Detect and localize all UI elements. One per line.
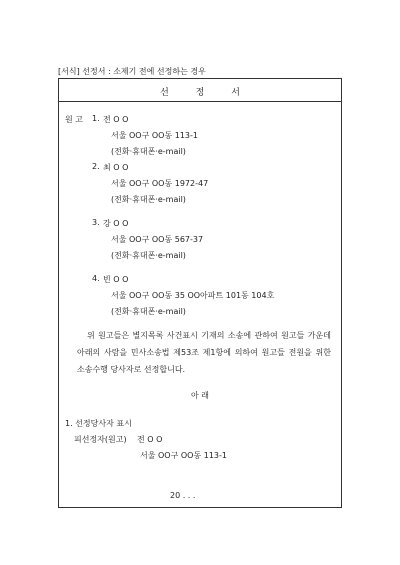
plaintiff-2-address: 서울 OO구 OO동 1972-47 — [111, 179, 209, 188]
plaintiffs-label: 원 고 — [65, 115, 83, 124]
plaintiff-4-name: 빈 O O — [103, 275, 129, 284]
designee-label: 피선정자(원고) — [74, 435, 127, 444]
plaintiff-3-address: 서울 OO구 OO동 567-37 — [111, 235, 204, 244]
designation-statement: 위 원고들은 별지목록 사건표시 기재의 소송에 관하여 원고들 가운데 아래의 사람을 민사소송법 제53조 제1항에 의하여 원고들 전원을 위한 소송수행 당사자로 선정합니다. — [77, 331, 331, 374]
plaintiff-2-contact: (전화·휴대폰·e-mail) — [111, 195, 186, 204]
plaintiff-1-name: 전 O O — [103, 115, 129, 124]
plaintiff-3-name: 강 O O — [103, 219, 129, 228]
document-title: 선 정 서 — [160, 88, 252, 98]
plaintiff-1-number: 1. — [92, 114, 100, 123]
plaintiff-3-number: 3. — [92, 218, 100, 227]
plaintiff-4-address: 서울 OO구 OO동 35 OO아파트 101동 104호 — [111, 291, 275, 300]
plaintiff-1-contact: (전화·휴대폰·e-mail) — [111, 147, 186, 156]
plaintiff-4-number: 4. — [92, 274, 100, 283]
plaintiff-1-address: 서울 OO구 OO동 113-1 — [111, 131, 198, 140]
plaintiff-4-contact: (전화·휴대폰·e-mail) — [111, 307, 186, 316]
designee-address: 서울 OO구 OO동 113-1 — [140, 451, 227, 460]
title-divider — [58, 101, 342, 102]
plaintiff-2-number: 2. — [92, 162, 100, 171]
plaintiff-3-contact: (전화·휴대폰·e-mail) — [111, 251, 186, 260]
section-title: 아 래 — [191, 391, 209, 400]
form-caption: [서식] 선정서 : 소제기 전에 선정하는 경우 — [58, 67, 206, 76]
designation-heading: 1. 선정당사자 표시 — [65, 419, 132, 428]
designee-name: 전 O O — [137, 435, 163, 444]
plaintiff-2-name: 최 O O — [103, 163, 129, 172]
date-line: 20 . . . — [170, 491, 196, 500]
